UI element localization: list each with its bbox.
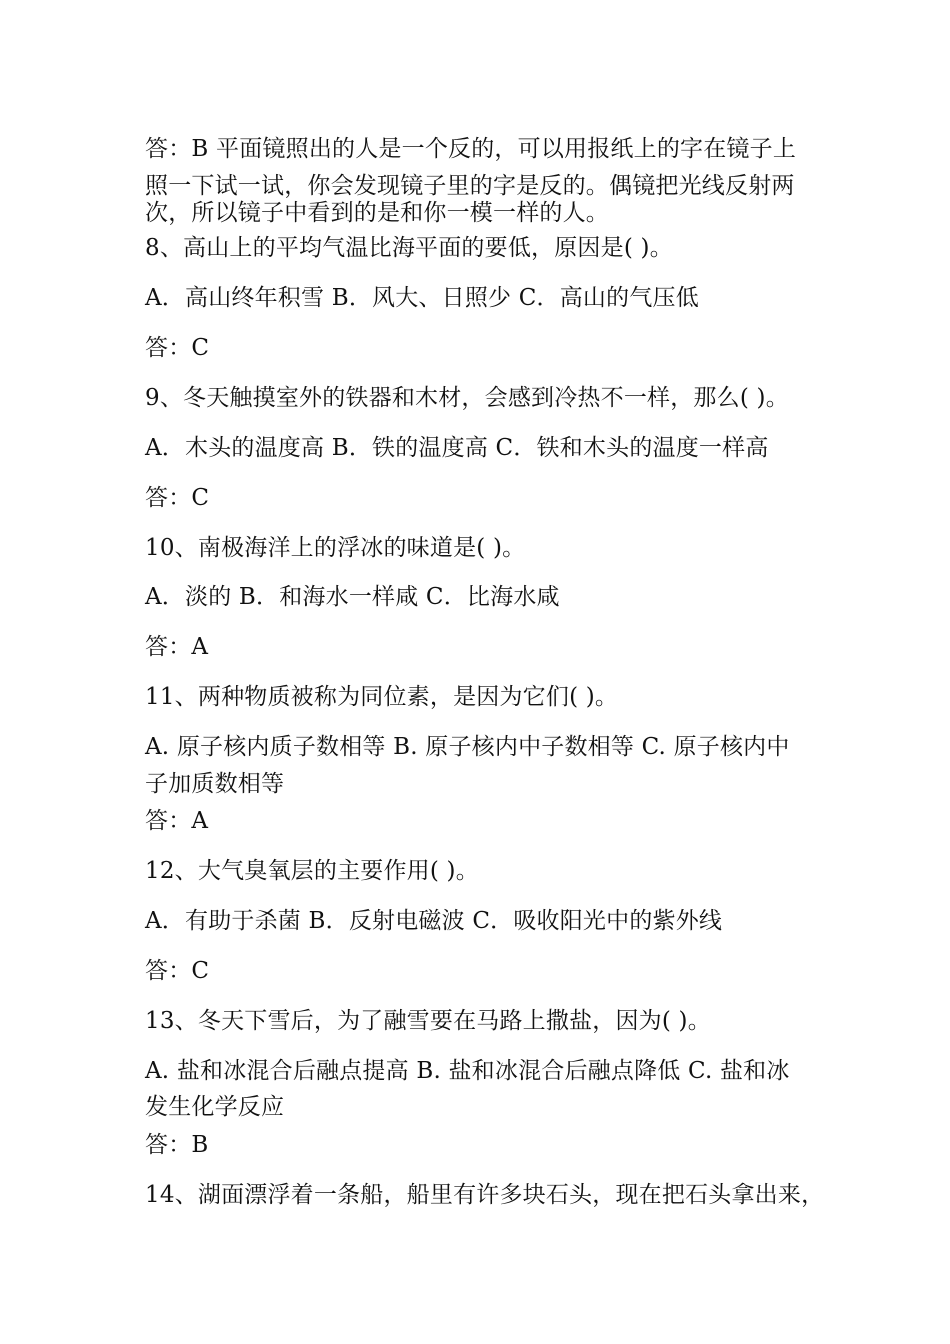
question-11: 11、两种物质被称为同位素，是因为它们( )。 xyxy=(145,684,619,710)
options-11-line-2: 子加质数相等 xyxy=(145,771,285,797)
answer-13: 答：B xyxy=(145,1132,209,1158)
options-8: A．高山终年积雪 B．风大、日照少 C．高山的气压低 xyxy=(145,285,699,311)
answer-10: 答：A xyxy=(145,634,209,660)
question-14: 14、湖面漂浮着一条船，船里有许多块石头，现在把石头拿出来， xyxy=(145,1182,825,1208)
question-10: 10、南极海洋上的浮冰的味道是( )。 xyxy=(145,535,526,561)
options-13-line-2: 发生化学反应 xyxy=(145,1094,285,1120)
question-9: 9、冬天触摸室外的铁器和木材，会感到冷热不一样，那么( )。 xyxy=(145,385,789,411)
answer-8: 答：C xyxy=(145,335,210,361)
options-10: A．淡的 B．和海水一样咸 C．比海水咸 xyxy=(145,584,560,610)
answer-7-line-3: 次，所以镜子中看到的是和你一模一样的人。 xyxy=(145,200,609,226)
options-9: A．木头的温度高 B．铁的温度高 C．铁和木头的温度一样高 xyxy=(145,435,769,461)
question-12: 12、大气臭氧层的主要作用( )。 xyxy=(145,858,479,884)
question-8: 8、高山上的平均气温比海平面的要低，原因是( )。 xyxy=(145,235,673,261)
options-11-line-1: A. 原子核内质子数相等 B. 原子核内中子数相等 C. 原子核内中 xyxy=(145,734,790,760)
options-12: A．有助于杀菌 B．反射电磁波 C．吸收阳光中的紫外线 xyxy=(145,908,723,934)
answer-11: 答：A xyxy=(145,808,209,834)
question-13: 13、冬天下雪后，为了融雪要在马路上撒盐，因为( )。 xyxy=(145,1008,711,1034)
answer-12: 答：C xyxy=(145,958,210,984)
answer-9: 答：C xyxy=(145,485,210,511)
answer-7-line-1: 答：B 平面镜照出的人是一个反的，可以用报纸上的字在镜子上 xyxy=(145,136,797,162)
answer-7-line-2: 照一下试一试，你会发现镜子里的字是反的。偶镜把光线反射两 xyxy=(145,173,795,199)
options-13-line-1: A. 盐和冰混合后融点提高 B. 盐和冰混合后融点降低 C. 盐和冰 xyxy=(145,1058,790,1084)
